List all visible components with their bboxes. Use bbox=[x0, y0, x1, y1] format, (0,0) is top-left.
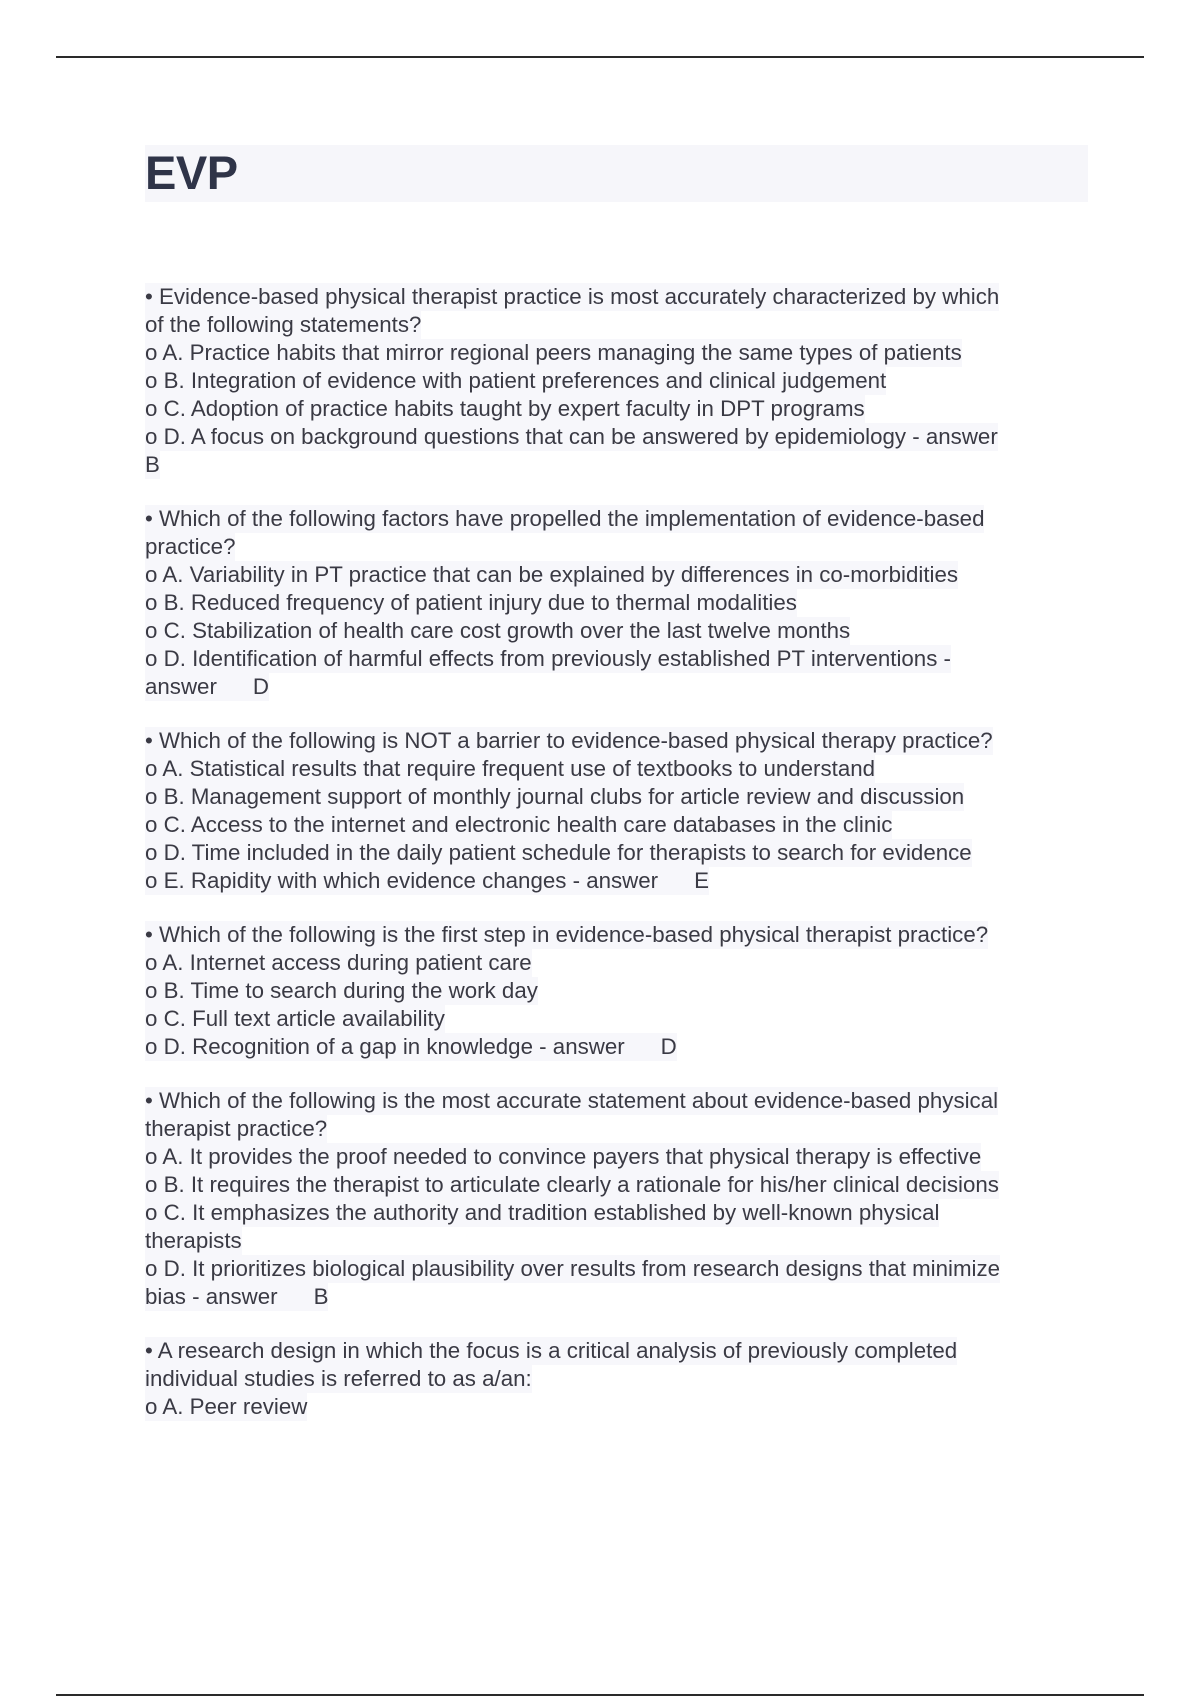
question-5 bbox=[145, 1087, 1090, 1311]
question-3-prompt-line-1: • Which of the following is NOT a barrier to evidence-based physical therapy practice? bbox=[145, 728, 993, 753]
question-5-answer-value: B bbox=[313, 1284, 329, 1309]
title-background bbox=[145, 145, 1088, 202]
question-4-option-c: o C. Full text article availability bbox=[145, 1006, 445, 1031]
question-1-option-c: o C. Adoption of practice habits taught by expert faculty in DPT programs bbox=[145, 396, 865, 421]
question-1-prompt-line-1: • Evidence-based physical therapist practice is most accurately characterized by which bbox=[145, 284, 1000, 309]
question-3-option-a: o A. Statistical results that require frequent use of textbooks to understand bbox=[145, 756, 876, 781]
question-4-option-b: o B. Time to search during the work day bbox=[145, 978, 538, 1003]
question-1 bbox=[145, 283, 1090, 479]
question-2-option-a: o A. Variability in PT practice that can be explained by differences in co-morbidities bbox=[145, 562, 959, 587]
question-2-answer-value: D bbox=[252, 674, 269, 699]
top-rule bbox=[56, 56, 1144, 58]
question-5-prompt-line-2: therapist practice? bbox=[145, 1116, 328, 1141]
question-2-option-b: o B. Reduced frequency of patient injury due to thermal modalities bbox=[145, 590, 797, 615]
question-1-option-a: o A. Practice habits that mirror regional peers managing the same types of patients bbox=[145, 340, 962, 365]
question-6 bbox=[145, 1337, 1090, 1421]
question-5-option-c-continued: therapists bbox=[145, 1228, 242, 1253]
question-2-option-d: o D. Identification of harmful effects from previously established PT interventions - bbox=[145, 646, 951, 671]
question-3-option-b: o B. Management support of monthly journal clubs for article review and discussion bbox=[145, 784, 965, 809]
question-2-answer-line bbox=[145, 673, 269, 701]
question-1-prompt-line-2: of the following statements? bbox=[145, 312, 422, 337]
question-2-option-c: o C. Stabilization of health care cost growth over the last twelve months bbox=[145, 618, 851, 643]
question-4-option-a: o A. Internet access during patient care bbox=[145, 950, 532, 975]
question-3-option-e-text: o E. Rapidity with which evidence changes - answer bbox=[145, 868, 659, 893]
question-list bbox=[145, 283, 1090, 1447]
question-3 bbox=[145, 727, 1090, 895]
question-5-answer-line bbox=[145, 1283, 328, 1311]
question-5-option-a: o A. It provides the proof needed to convince payers that physical therapy is effective bbox=[145, 1144, 982, 1169]
question-5-option-d: o D. It prioritizes biological plausibility over results from research designs that minimize bbox=[145, 1256, 1001, 1281]
question-4-option-d-text: o D. Recognition of a gap in knowledge - answer bbox=[145, 1034, 625, 1059]
question-5-answer-label: bias - answer bbox=[145, 1284, 278, 1309]
question-3-option-d: o D. Time included in the daily patient schedule for therapists to search for evidence bbox=[145, 840, 972, 865]
question-5-prompt-line-1: • Which of the following is the most accurate statement about evidence-based physical bbox=[145, 1088, 999, 1113]
question-6-option-a: o A. Peer review bbox=[145, 1394, 308, 1419]
bottom-rule bbox=[56, 1694, 1144, 1696]
question-4-option-d bbox=[145, 1033, 677, 1061]
question-4-prompt-line-1: • Which of the following is the first step in evidence-based physical therapist practice? bbox=[145, 922, 989, 947]
question-2-prompt-line-2: practice? bbox=[145, 534, 236, 559]
question-1-option-b: o B. Integration of evidence with patient preferences and clinical judgement bbox=[145, 368, 887, 393]
question-4 bbox=[145, 921, 1090, 1061]
question-6-prompt-line-2: individual studies is referred to as a/an: bbox=[145, 1366, 532, 1391]
question-1-option-d: o D. A focus on background questions that can be answered by epidemiology - answer bbox=[145, 424, 998, 449]
question-2-answer-label: answer bbox=[145, 674, 217, 699]
question-5-option-c: o C. It emphasizes the authority and tradition established by well-known physical bbox=[145, 1200, 940, 1225]
question-3-option-c: o C. Access to the internet and electronic health care databases in the clinic bbox=[145, 812, 893, 837]
question-1-answer: B bbox=[145, 452, 160, 477]
question-6-prompt-line-1: • A research design in which the focus is a critical analysis of previously completed bbox=[145, 1338, 958, 1363]
document-title: EVP bbox=[145, 146, 238, 199]
question-2 bbox=[145, 505, 1090, 701]
question-5-option-b: o B. It requires the therapist to articulate clearly a rationale for his/her clinical decisions bbox=[145, 1172, 999, 1197]
question-4-answer-value: D bbox=[660, 1034, 677, 1059]
question-3-answer-value: E bbox=[694, 868, 709, 893]
question-3-option-e bbox=[145, 867, 709, 895]
question-2-prompt-line-1: • Which of the following factors have propelled the implementation of evidence-based bbox=[145, 506, 985, 531]
